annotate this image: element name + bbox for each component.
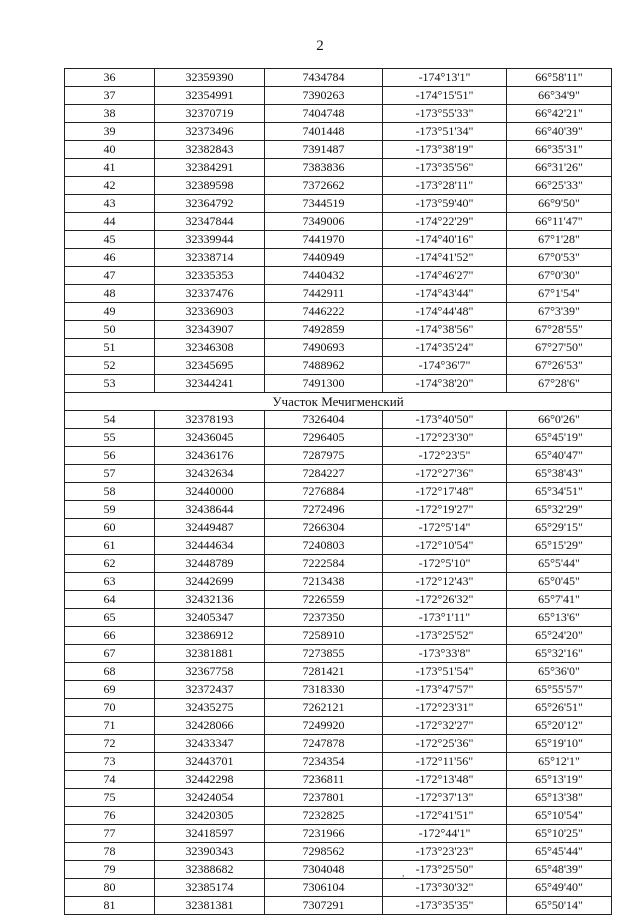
table-row (65, 105, 612, 123)
table-row (65, 807, 612, 825)
longitude-cell: -174°15'51" (383, 87, 507, 105)
table-row (65, 285, 612, 303)
point-number-cell: 40 (65, 141, 155, 159)
latitude-cell: 65°55'57" (507, 681, 612, 699)
x-coordinate-cell: 32424054 (155, 789, 265, 807)
latitude-cell: 67°0'30" (507, 267, 612, 285)
longitude-cell: -173°23'23" (383, 843, 507, 861)
y-coordinate-cell: 7258910 (265, 627, 383, 645)
table-row (65, 681, 612, 699)
y-coordinate-cell: 7349006 (265, 213, 383, 231)
x-coordinate-cell: 32381881 (155, 645, 265, 663)
table-row (65, 573, 612, 591)
table-row (65, 843, 612, 861)
latitude-cell: 65°10'54" (507, 807, 612, 825)
longitude-cell: -172°41'51" (383, 807, 507, 825)
table-row (65, 123, 612, 141)
table-row (65, 501, 612, 519)
table-row (65, 159, 612, 177)
y-coordinate-cell: 7304048 (265, 861, 383, 879)
longitude-cell: -173°38'19" (383, 141, 507, 159)
latitude-cell: 66°25'33" (507, 177, 612, 195)
x-coordinate-cell: 32339944 (155, 231, 265, 249)
latitude-cell: 65°32'16" (507, 645, 612, 663)
table-row (65, 231, 612, 249)
latitude-cell: 67°28'55" (507, 321, 612, 339)
latitude-cell: 66°40'39" (507, 123, 612, 141)
point-number-cell: 66 (65, 627, 155, 645)
point-number-cell: 43 (65, 195, 155, 213)
table-row (65, 861, 612, 879)
section-header-row (65, 393, 612, 411)
point-number-cell: 49 (65, 303, 155, 321)
point-number-cell: 80 (65, 879, 155, 897)
x-coordinate-cell: 32432136 (155, 591, 265, 609)
x-coordinate-cell: 32382843 (155, 141, 265, 159)
x-coordinate-cell: 32337476 (155, 285, 265, 303)
y-coordinate-cell: 7390263 (265, 87, 383, 105)
longitude-cell: -173°40'50" (383, 411, 507, 429)
latitude-cell: 65°13'19" (507, 771, 612, 789)
point-number-cell: 38 (65, 105, 155, 123)
x-coordinate-cell: 32440000 (155, 483, 265, 501)
table-row (65, 537, 612, 555)
latitude-cell: 66°9'50" (507, 195, 612, 213)
x-coordinate-cell: 32359390 (155, 69, 265, 87)
x-coordinate-cell: 32373496 (155, 123, 265, 141)
table-row (65, 555, 612, 573)
latitude-cell: 65°26'51" (507, 699, 612, 717)
x-coordinate-cell: 32449487 (155, 519, 265, 537)
x-coordinate-cell: 32405347 (155, 609, 265, 627)
table-row (65, 609, 612, 627)
point-number-cell: 67 (65, 645, 155, 663)
longitude-cell: -173°51'54" (383, 663, 507, 681)
latitude-cell: 65°24'20" (507, 627, 612, 645)
y-coordinate-cell: 7296405 (265, 429, 383, 447)
latitude-cell: 65°19'10" (507, 735, 612, 753)
y-coordinate-cell: 7213438 (265, 573, 383, 591)
table-row (65, 87, 612, 105)
x-coordinate-cell: 32420305 (155, 807, 265, 825)
table-row (65, 735, 612, 753)
y-coordinate-cell: 7306104 (265, 879, 383, 897)
latitude-cell: 65°49'40" (507, 879, 612, 897)
point-number-cell: 47 (65, 267, 155, 285)
longitude-cell: -174°44'48" (383, 303, 507, 321)
x-coordinate-cell: 32428066 (155, 717, 265, 735)
y-coordinate-cell: 7441970 (265, 231, 383, 249)
latitude-cell: 66°31'26" (507, 159, 612, 177)
table-row (65, 717, 612, 735)
latitude-cell: 67°1'54" (507, 285, 612, 303)
point-number-cell: 63 (65, 573, 155, 591)
point-number-cell: 36 (65, 69, 155, 87)
y-coordinate-cell: 7226559 (265, 591, 383, 609)
y-coordinate-cell: 7240803 (265, 537, 383, 555)
longitude-cell: -172°10'54" (383, 537, 507, 555)
y-coordinate-cell: 7440949 (265, 249, 383, 267)
latitude-cell: 66°58'11" (507, 69, 612, 87)
point-number-cell: 42 (65, 177, 155, 195)
longitude-cell: -172°44'1" (383, 825, 507, 843)
latitude-cell: 65°5'44" (507, 555, 612, 573)
latitude-cell: 65°38'43" (507, 465, 612, 483)
point-number-cell: 64 (65, 591, 155, 609)
point-number-cell: 70 (65, 699, 155, 717)
point-number-cell: 59 (65, 501, 155, 519)
x-coordinate-cell: 32433347 (155, 735, 265, 753)
y-coordinate-cell: 7434784 (265, 69, 383, 87)
y-coordinate-cell: 7234354 (265, 753, 383, 771)
section-title: Участок Мечигменский (65, 393, 612, 411)
longitude-cell: -173°51'34" (383, 123, 507, 141)
x-coordinate-cell: 32338714 (155, 249, 265, 267)
y-coordinate-cell: 7326404 (265, 411, 383, 429)
x-coordinate-cell: 32390343 (155, 843, 265, 861)
longitude-cell: -173°1'11" (383, 609, 507, 627)
latitude-cell: 65°15'29" (507, 537, 612, 555)
x-coordinate-cell: 32343907 (155, 321, 265, 339)
point-number-cell: 62 (65, 555, 155, 573)
latitude-cell: 65°48'39" (507, 861, 612, 879)
point-number-cell: 51 (65, 339, 155, 357)
longitude-cell: -174°43'44" (383, 285, 507, 303)
y-coordinate-cell: 7247878 (265, 735, 383, 753)
latitude-cell: 66°0'26" (507, 411, 612, 429)
y-coordinate-cell: 7276884 (265, 483, 383, 501)
table-row (65, 357, 612, 375)
longitude-cell: -173°30'32" (383, 879, 507, 897)
point-number-cell: 56 (65, 447, 155, 465)
latitude-cell: 65°13'6" (507, 609, 612, 627)
x-coordinate-cell: 32389598 (155, 177, 265, 195)
longitude-cell: -172°5'14" (383, 519, 507, 537)
y-coordinate-cell: 7298562 (265, 843, 383, 861)
table-row (65, 429, 612, 447)
point-number-cell: 71 (65, 717, 155, 735)
x-coordinate-cell: 32386912 (155, 627, 265, 645)
table-row (65, 627, 612, 645)
point-number-cell: 73 (65, 753, 155, 771)
point-number-cell: 68 (65, 663, 155, 681)
longitude-cell: -173°47'57" (383, 681, 507, 699)
point-number-cell: 81 (65, 897, 155, 915)
longitude-cell: -172°13'48" (383, 771, 507, 789)
y-coordinate-cell: 7281421 (265, 663, 383, 681)
latitude-cell: 65°20'12" (507, 717, 612, 735)
longitude-cell: -173°25'52" (383, 627, 507, 645)
x-coordinate-cell: 32372437 (155, 681, 265, 699)
table-row (65, 177, 612, 195)
latitude-cell: 66°34'9" (507, 87, 612, 105)
table-row (65, 519, 612, 537)
longitude-cell: -172°17'48" (383, 483, 507, 501)
point-number-cell: 45 (65, 231, 155, 249)
longitude-cell: -173°28'11" (383, 177, 507, 195)
table-row (65, 303, 612, 321)
point-number-cell: 55 (65, 429, 155, 447)
point-number-cell: 54 (65, 411, 155, 429)
x-coordinate-cell: 32378193 (155, 411, 265, 429)
point-number-cell: 39 (65, 123, 155, 141)
x-coordinate-cell: 32436176 (155, 447, 265, 465)
longitude-cell: -172°19'27" (383, 501, 507, 519)
y-coordinate-cell: 7231966 (265, 825, 383, 843)
latitude-cell: 66°35'31" (507, 141, 612, 159)
x-coordinate-cell: 32444634 (155, 537, 265, 555)
point-number-cell: 74 (65, 771, 155, 789)
table-row (65, 213, 612, 231)
point-number-cell: 58 (65, 483, 155, 501)
y-coordinate-cell: 7262121 (265, 699, 383, 717)
latitude-cell: 65°36'0" (507, 663, 612, 681)
coordinates-table (64, 68, 612, 915)
latitude-cell: 65°34'51" (507, 483, 612, 501)
latitude-cell: 65°32'29" (507, 501, 612, 519)
x-coordinate-cell: 32344241 (155, 375, 265, 393)
x-coordinate-cell: 32435275 (155, 699, 265, 717)
x-coordinate-cell: 32364792 (155, 195, 265, 213)
point-number-cell: 77 (65, 825, 155, 843)
table-body-section (65, 411, 612, 915)
point-number-cell: 48 (65, 285, 155, 303)
latitude-cell: 65°40'47" (507, 447, 612, 465)
x-coordinate-cell: 32438644 (155, 501, 265, 519)
point-number-cell: 53 (65, 375, 155, 393)
longitude-cell: -173°35'56" (383, 159, 507, 177)
y-coordinate-cell: 7237350 (265, 609, 383, 627)
table-row (65, 339, 612, 357)
longitude-cell: -172°12'43" (383, 573, 507, 591)
y-coordinate-cell: 7391487 (265, 141, 383, 159)
latitude-cell: 65°0'45" (507, 573, 612, 591)
latitude-cell: 65°45'44" (507, 843, 612, 861)
y-coordinate-cell: 7307291 (265, 897, 383, 915)
point-number-cell: 46 (65, 249, 155, 267)
longitude-cell: -172°23'31" (383, 699, 507, 717)
table-row (65, 447, 612, 465)
table-row (65, 141, 612, 159)
point-number-cell: 72 (65, 735, 155, 753)
longitude-cell: -174°13'1" (383, 69, 507, 87)
longitude-cell: -173°33'8" (383, 645, 507, 663)
point-number-cell: 37 (65, 87, 155, 105)
x-coordinate-cell: 32346308 (155, 339, 265, 357)
point-number-cell: 65 (65, 609, 155, 627)
table-row (65, 375, 612, 393)
point-number-cell: 75 (65, 789, 155, 807)
y-coordinate-cell: 7401448 (265, 123, 383, 141)
table-row (65, 249, 612, 267)
point-number-cell: 76 (65, 807, 155, 825)
latitude-cell: 65°7'41" (507, 591, 612, 609)
x-coordinate-cell: 32385174 (155, 879, 265, 897)
longitude-cell: -172°23'5" (383, 447, 507, 465)
y-coordinate-cell: 7266304 (265, 519, 383, 537)
section-header-group (65, 393, 612, 411)
y-coordinate-cell: 7488962 (265, 357, 383, 375)
x-coordinate-cell: 32384291 (155, 159, 265, 177)
y-coordinate-cell: 7490693 (265, 339, 383, 357)
x-coordinate-cell: 32418597 (155, 825, 265, 843)
y-coordinate-cell: 7272496 (265, 501, 383, 519)
latitude-cell: 67°28'6" (507, 375, 612, 393)
latitude-cell: 65°29'15" (507, 519, 612, 537)
longitude-cell: -174°35'24" (383, 339, 507, 357)
longitude-cell: -172°37'13" (383, 789, 507, 807)
longitude-cell: -174°36'7" (383, 357, 507, 375)
latitude-cell: 67°26'53" (507, 357, 612, 375)
y-coordinate-cell: 7232825 (265, 807, 383, 825)
latitude-cell: 66°11'47" (507, 213, 612, 231)
longitude-cell: -172°27'36" (383, 465, 507, 483)
y-coordinate-cell: 7287975 (265, 447, 383, 465)
table-row (65, 753, 612, 771)
y-coordinate-cell: 7372662 (265, 177, 383, 195)
table-body-main (65, 69, 612, 393)
point-number-cell: 50 (65, 321, 155, 339)
x-coordinate-cell: 32381381 (155, 897, 265, 915)
table-row (65, 699, 612, 717)
point-number-cell: 60 (65, 519, 155, 537)
x-coordinate-cell: 32442699 (155, 573, 265, 591)
longitude-cell: -172°25'36" (383, 735, 507, 753)
scan-mark: , (402, 868, 405, 879)
latitude-cell: 65°50'14" (507, 897, 612, 915)
y-coordinate-cell: 7442911 (265, 285, 383, 303)
table-row (65, 879, 612, 897)
latitude-cell: 65°13'38" (507, 789, 612, 807)
latitude-cell: 67°0'53" (507, 249, 612, 267)
x-coordinate-cell: 32345695 (155, 357, 265, 375)
point-number-cell: 57 (65, 465, 155, 483)
longitude-cell: -173°35'35" (383, 897, 507, 915)
page-number: 2 (316, 38, 324, 54)
x-coordinate-cell: 32370719 (155, 105, 265, 123)
y-coordinate-cell: 7440432 (265, 267, 383, 285)
latitude-cell: 66°42'21" (507, 105, 612, 123)
table-row (65, 645, 612, 663)
latitude-cell: 67°1'28" (507, 231, 612, 249)
table-row (65, 591, 612, 609)
point-number-cell: 78 (65, 843, 155, 861)
table-row (65, 771, 612, 789)
x-coordinate-cell: 32367758 (155, 663, 265, 681)
longitude-cell: -174°38'20" (383, 375, 507, 393)
x-coordinate-cell: 32347844 (155, 213, 265, 231)
longitude-cell: -174°41'52" (383, 249, 507, 267)
latitude-cell: 65°45'19" (507, 429, 612, 447)
table-row (65, 321, 612, 339)
longitude-cell: -172°32'27" (383, 717, 507, 735)
latitude-cell: 65°10'25" (507, 825, 612, 843)
y-coordinate-cell: 7446222 (265, 303, 383, 321)
point-number-cell: 41 (65, 159, 155, 177)
longitude-cell: -174°40'16" (383, 231, 507, 249)
x-coordinate-cell: 32443701 (155, 753, 265, 771)
y-coordinate-cell: 7404748 (265, 105, 383, 123)
latitude-cell: 67°3'39" (507, 303, 612, 321)
table-row (65, 195, 612, 213)
longitude-cell: -172°5'10" (383, 555, 507, 573)
longitude-cell: -172°11'56" (383, 753, 507, 771)
longitude-cell: -173°59'40" (383, 195, 507, 213)
longitude-cell: -174°38'56" (383, 321, 507, 339)
longitude-cell: -174°22'29" (383, 213, 507, 231)
table-row (65, 267, 612, 285)
table-row (65, 825, 612, 843)
x-coordinate-cell: 32432634 (155, 465, 265, 483)
x-coordinate-cell: 32442298 (155, 771, 265, 789)
x-coordinate-cell: 32436045 (155, 429, 265, 447)
y-coordinate-cell: 7492859 (265, 321, 383, 339)
point-number-cell: 52 (65, 357, 155, 375)
longitude-cell: -174°46'27" (383, 267, 507, 285)
table-row (65, 897, 612, 915)
point-number-cell: 61 (65, 537, 155, 555)
x-coordinate-cell: 32354991 (155, 87, 265, 105)
point-number-cell: 44 (65, 213, 155, 231)
x-coordinate-cell: 32388682 (155, 861, 265, 879)
point-number-cell: 79 (65, 861, 155, 879)
table-row (65, 465, 612, 483)
y-coordinate-cell: 7236811 (265, 771, 383, 789)
longitude-cell: -173°25'50" (383, 861, 507, 879)
y-coordinate-cell: 7249920 (265, 717, 383, 735)
longitude-cell: -172°26'32" (383, 591, 507, 609)
y-coordinate-cell: 7273855 (265, 645, 383, 663)
x-coordinate-cell: 32448789 (155, 555, 265, 573)
latitude-cell: 67°27'50" (507, 339, 612, 357)
y-coordinate-cell: 7344519 (265, 195, 383, 213)
y-coordinate-cell: 7383836 (265, 159, 383, 177)
latitude-cell: 65°12'1" (507, 753, 612, 771)
table-row (65, 789, 612, 807)
point-number-cell: 69 (65, 681, 155, 699)
longitude-cell: -173°55'33" (383, 105, 507, 123)
y-coordinate-cell: 7284227 (265, 465, 383, 483)
y-coordinate-cell: 7318330 (265, 681, 383, 699)
table-row (65, 69, 612, 87)
table-row (65, 483, 612, 501)
x-coordinate-cell: 32335353 (155, 267, 265, 285)
longitude-cell: -172°23'30" (383, 429, 507, 447)
y-coordinate-cell: 7222584 (265, 555, 383, 573)
table-row (65, 663, 612, 681)
x-coordinate-cell: 32336903 (155, 303, 265, 321)
y-coordinate-cell: 7237801 (265, 789, 383, 807)
table-row (65, 411, 612, 429)
y-coordinate-cell: 7491300 (265, 375, 383, 393)
